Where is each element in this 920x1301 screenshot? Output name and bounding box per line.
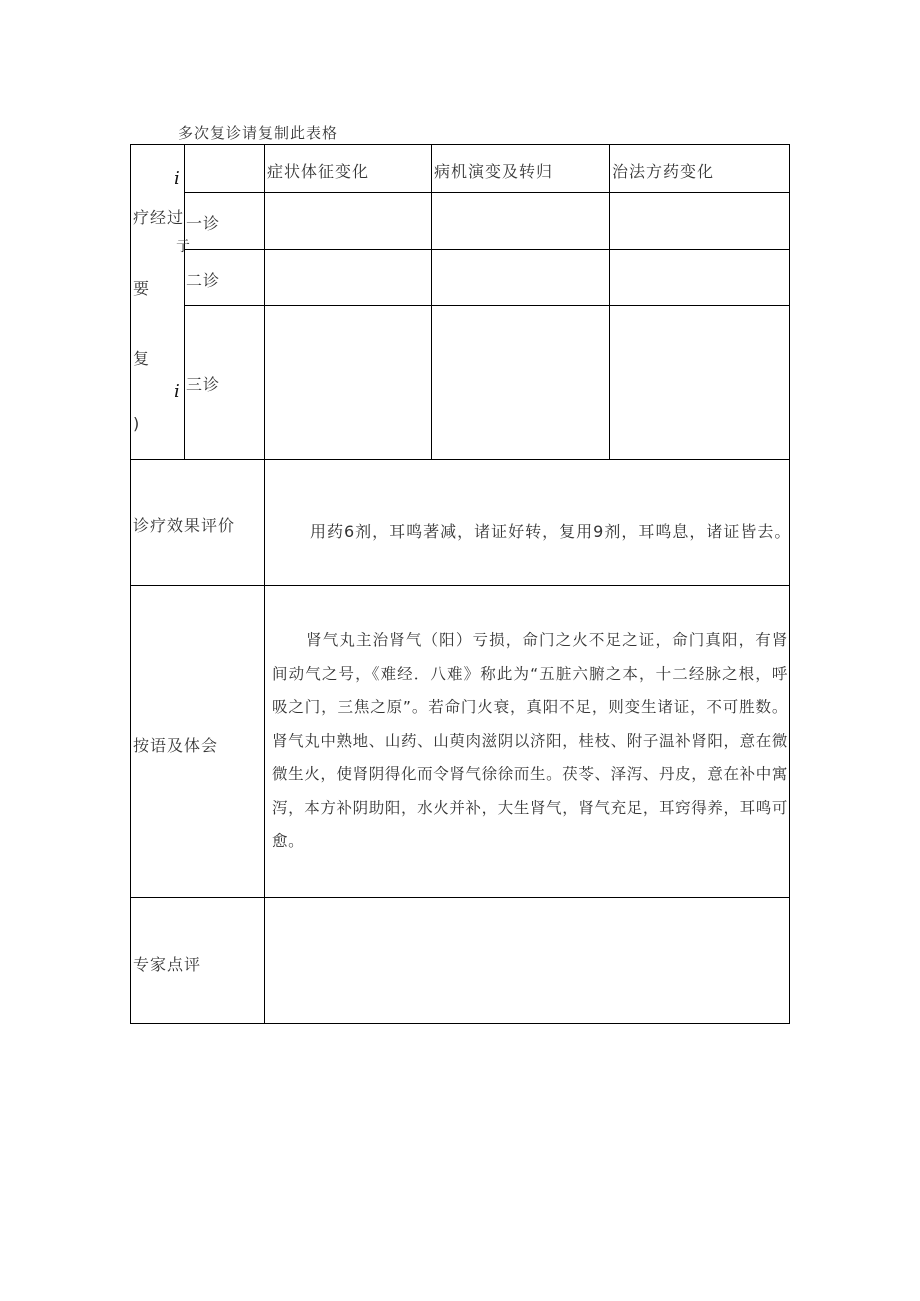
process-label-char: 复 (133, 349, 150, 368)
row-rule-visit2 (184, 305, 790, 306)
commentary-text: 肾气丸主治肾气（阳）亏损，命门之火不足之证，命门真阳，有肾间动气之号，《难经．八难》称此为“五脏六腑之本，十二经脉之根，呼吸之门，三焦之原”。若命门火衰，真阳不足，则变生诸证，不可胜数。肾气丸中熟地、山药、山萸肉滋阴以济阳，桂枝、附子温补肾阳，意在微微生火，使肾阴得化而令肾气徐徐而生。茯苓、泽泻、丹皮，意在补中寓泻，本方补阴助阳，水火并补，大生肾气，肾气充足，耳窍得养，耳鸣可愈。 (272, 631, 788, 850)
copy-note: 多次复诊请复制此表格 (178, 124, 339, 142)
row-rule-visit1 (184, 249, 790, 250)
header-treatment: 治法方药变化 (612, 162, 715, 181)
col-rule-visit (264, 144, 265, 1024)
process-label-char: ) (133, 414, 140, 433)
commentary-label: 按语及体会 (133, 736, 219, 755)
row-rule-process (130, 459, 790, 460)
table-border-right (789, 144, 790, 1024)
header-symptoms: 症状体征变化 (267, 162, 370, 181)
process-label-char: 要 (133, 279, 150, 298)
header-pathogenesis: 病机演变及转归 (434, 162, 554, 181)
col-rule-label (184, 144, 185, 459)
row-rule-header (184, 192, 790, 193)
effect-label: 诊疗效果评价 (133, 516, 236, 535)
col-rule-symptoms (431, 144, 432, 459)
visit-label-1: 一诊 (186, 214, 221, 233)
process-label-char: i (174, 381, 180, 402)
process-label-char: 疗经过 (133, 208, 185, 227)
table-border-bottom (130, 1023, 790, 1024)
col-rule-pathogenesis (609, 144, 610, 459)
row-rule-effect (130, 585, 790, 586)
effect-text: 用药6剂，耳鸣著减，诸证好转，复用9剂，耳鸣息，诸证皆去。 (310, 522, 792, 541)
visit-label-2: 二诊 (186, 271, 221, 290)
table-border-left (130, 144, 131, 1024)
table-border-top (130, 144, 790, 145)
process-label-char: i (174, 168, 180, 189)
expert-label: 专家点评 (133, 955, 202, 974)
row-rule-commentary (130, 897, 790, 898)
visit-label-3: 三诊 (186, 375, 221, 394)
process-label-char: 亍 (176, 239, 190, 255)
